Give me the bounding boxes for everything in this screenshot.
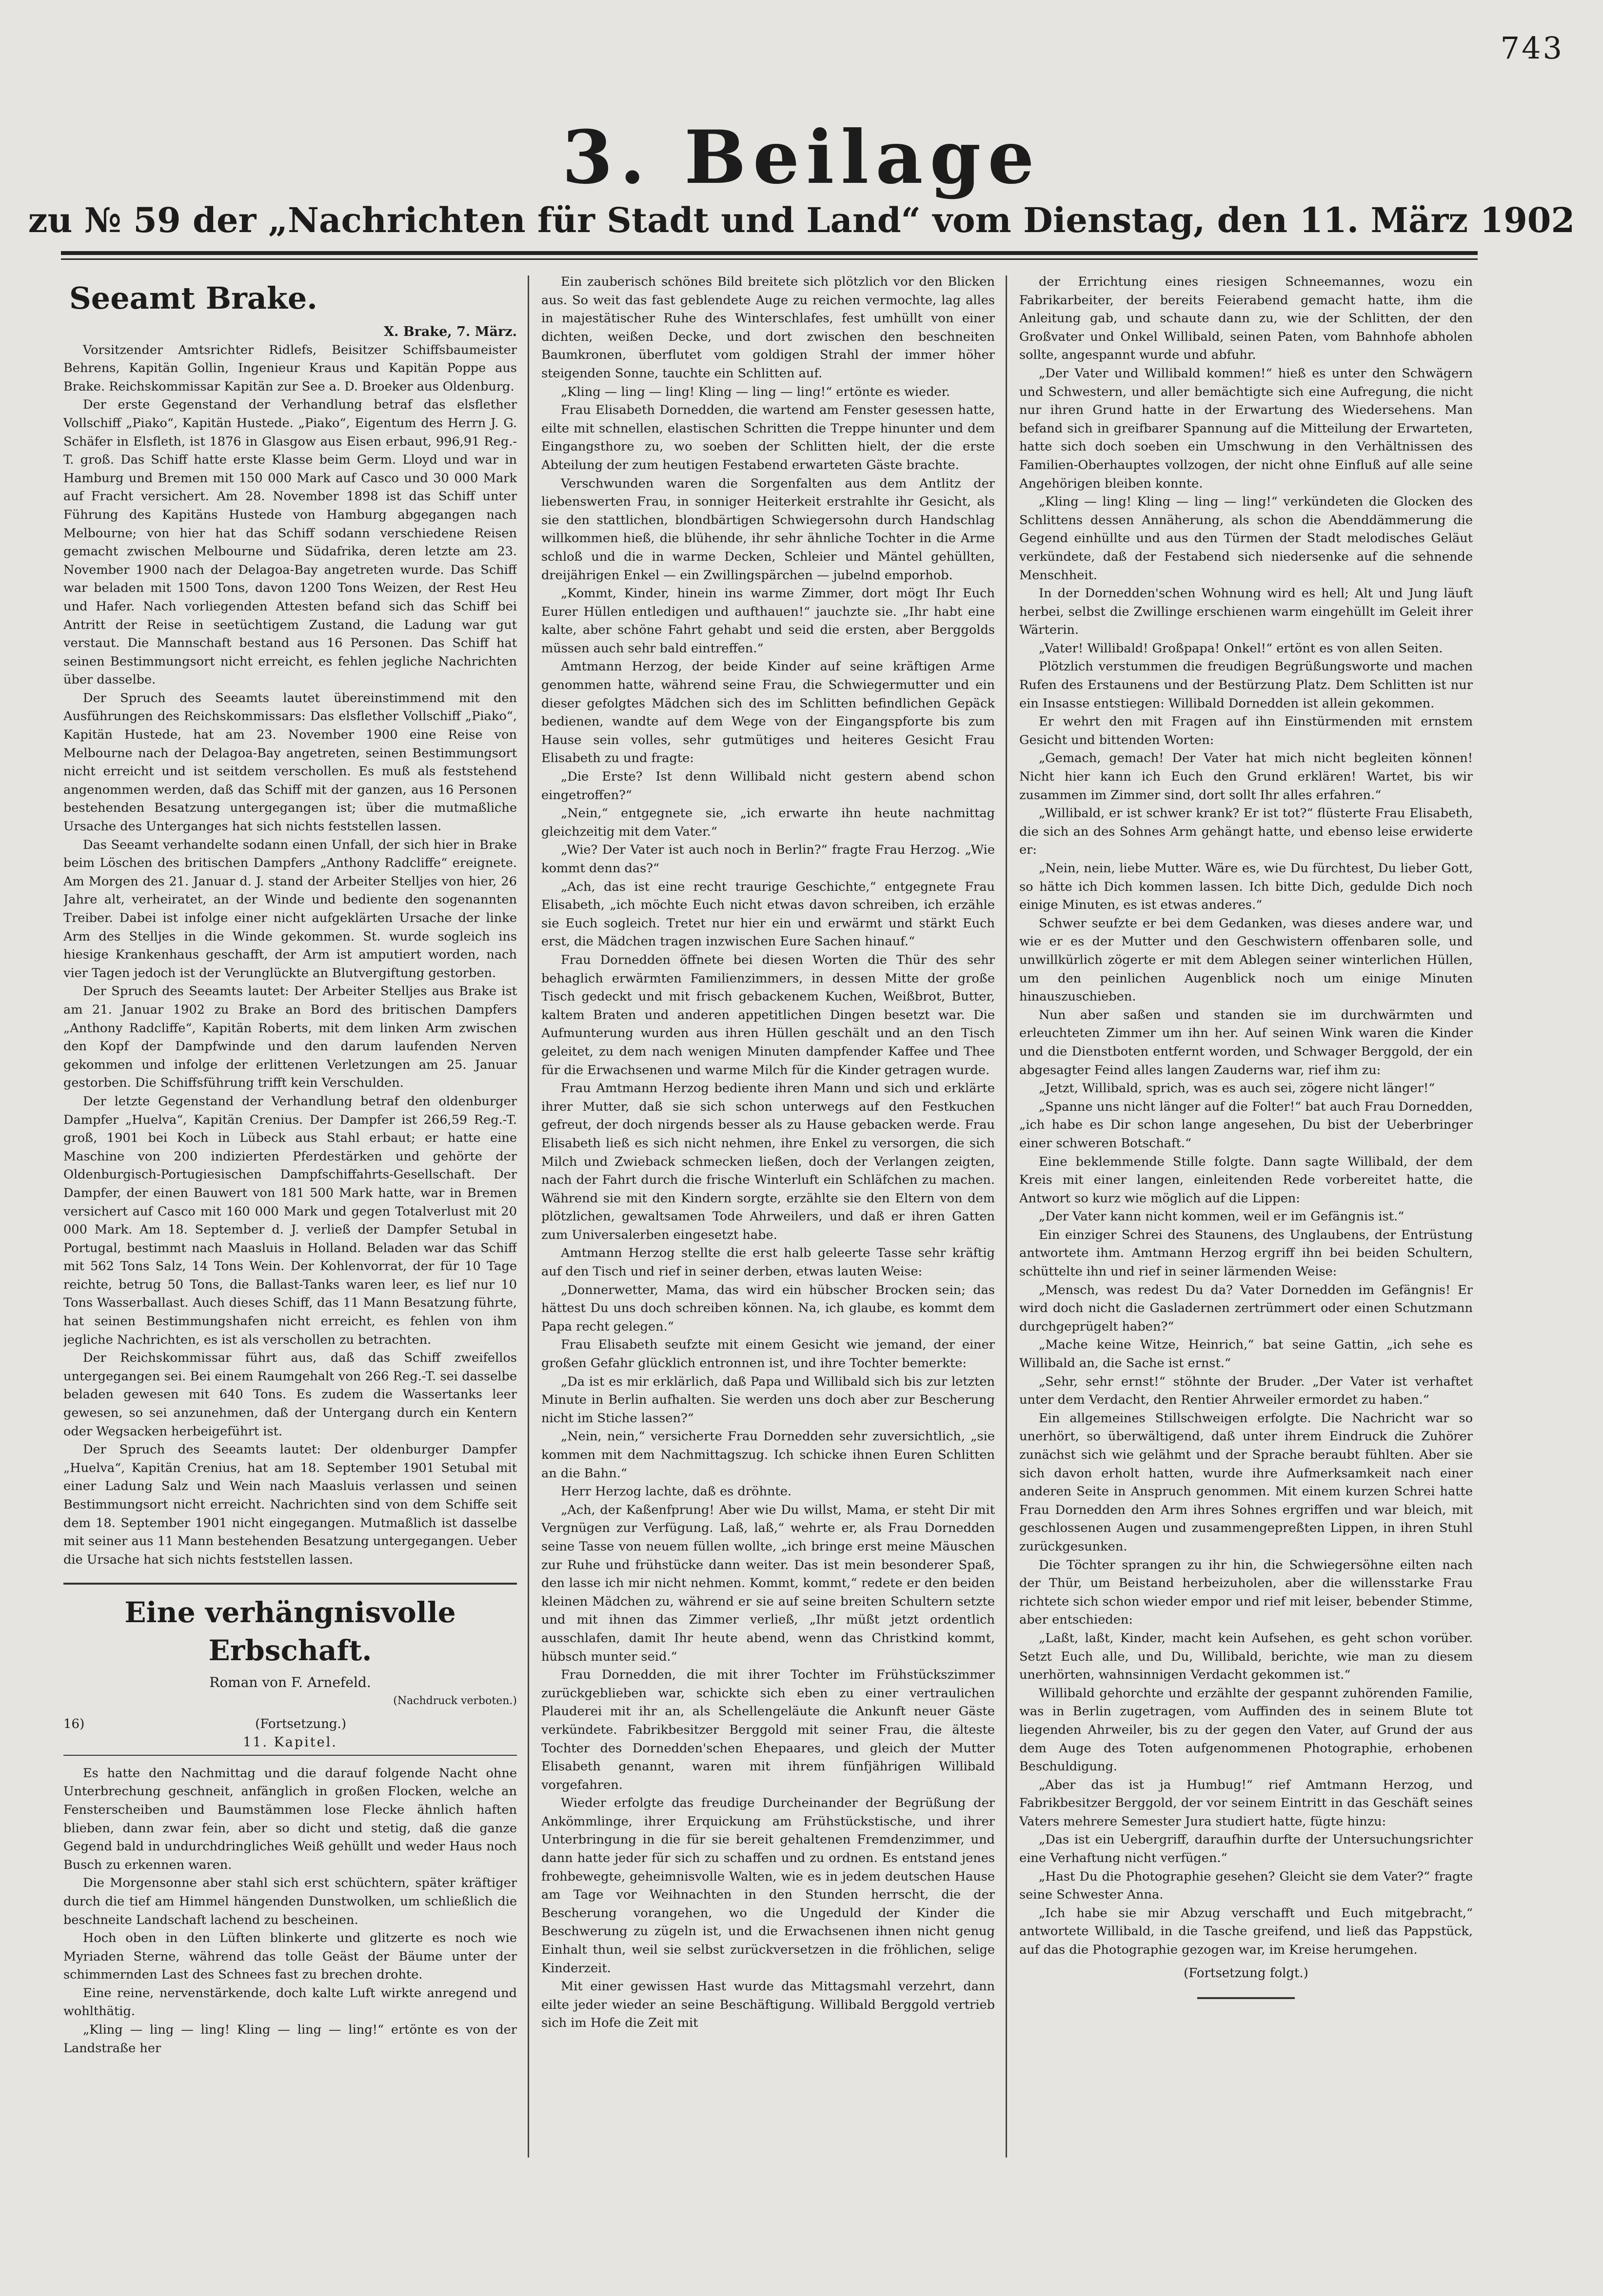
novel-paragraph: Schwer seufzte er bei dem Gedanken, was dieses andere war, und wie er es der Mutter und den Geschwistern offenbaren solle, und unwillkürlich zögerte er mit dem Ablegen seiner winterlichen Hüllen, um den peinlichen Augenblick noch um einige Minuten hinauszuschieben. bbox=[1019, 916, 1473, 1004]
novel-paragraph: Plötzlich verstummen die freudigen Begrüßungsworte und machen Rufen des Erstaunens und der Bestürzung Platz. Dem Schlitten ist nur ein Insasse entstiegen: Willibald Dornedden ist allein gekommen. bbox=[1019, 659, 1473, 711]
novel-paragraph: Eine beklemmende Stille folgte. Dann sagte Willibald, der dem Kreis mit einer langen, einleitenden Rede vorbereitet hatte, die Antwort so kurz wie möglich auf die Lippen: bbox=[1019, 1154, 1473, 1206]
header-rule-thin bbox=[61, 258, 1478, 260]
novel-paragraph: Verschwunden waren die Sorgenfalten aus dem Antlitz der liebenswerten Frau, in sonniger Heiterkeit erstrahlte ihr Gesicht, als sie den stattlichen, blondbärtigen Schwiegersohn durch Handschlag willkommen hieß, die blühende, ihr sehr ähnliche Tochter in die Arme schloß und die in warme Decken, Schleier und Mäntel gehüllten, dreijährigen Enkel — ein Zwillingspärchen — jubelnd emporhob. bbox=[541, 476, 995, 583]
page-number: 743 bbox=[1500, 30, 1564, 66]
column-3 bbox=[1019, 273, 1473, 2136]
chapter-heading: 11. Kapitel. bbox=[243, 1735, 337, 1750]
novel-paragraph: Ein einziger Schrei des Staunens, des Unglaubens, der Entrüstung antwortete ihm. Amtmann Herzog ergriff ihn bei beiden Schultern, schüttelte ihn und rief in seiner lärmenden Weise: bbox=[1019, 1227, 1473, 1279]
novel-byline: Roman von F. Arnefeld. bbox=[209, 1674, 371, 1691]
novel-paragraph: „Kommt, Kinder, hinein ins warme Zimmer, dort mögt Ihr Euch Eurer Hüllen entledigen und aufthauen!“ jauchzte sie. „Ihr habt eine kalte, aber schöne Fahrt gehabt und seid die ersten, aber Berggolds müssen auch sehr bald eintreffen.“ bbox=[541, 586, 995, 656]
column-1 bbox=[63, 273, 517, 2136]
continuation-mark: (Fortsetzung.) bbox=[255, 1716, 346, 1731]
column-2 bbox=[541, 273, 995, 2136]
novel-paragraph: „Kling — ling! Kling — ling — ling!“ verkündeten die Glocken des Schlittens dessen Annäherung, als schon die Abenddämmerung die Gegend einhüllte und aus den Türmen der Stadt melodisches Geläut verkündete, daß der Festabend sich niedersenke auf die sehnende Menschheit. bbox=[1019, 494, 1473, 583]
reprint-notice: (Nachdruck verboten.) bbox=[393, 1694, 517, 1707]
novel-paragraph: Frau Elisabeth seufzte mit einem Gesicht wie jemand, der einer großen Gefahr glücklich entronnen ist, und ihre Tochter bemerkte: bbox=[541, 1337, 995, 1371]
novel-paragraph: „Nein, nein, liebe Mutter. Wäre es, wie Du fürchtest, Du lieber Gott, so hätte ich Dich kommen lassen. Ich bitte Dich, gedulde Dich noch einige Minuten, es ist etwas anderes.“ bbox=[1019, 861, 1473, 913]
novel-paragraph: „Nein,“ entgegnete sie, „ich erwarte ihn heute nachmittag gleichzeitig mit dem Vater.“ bbox=[541, 806, 995, 839]
novel-paragraph: Willibald gehorchte und erzählte der gespannt zuhörenden Familie, was in Berlin zugetragen, vom Auffinden des in seinem Blute tot liegenden Ahrweiler, bis zu der gegen den Vater, auf Grund der aus dem Auge des Toten aufgenommenen Photographie, erhobenen Beschuldigung. bbox=[1019, 1686, 1473, 1774]
novel-paragraph: „Aber das ist ja Humbug!“ rief Amtmann Herzog, und Fabrikbesitzer Berggold, der vor seinem Eintritt in das Geschäft seines Vaters mehrere Semester Jura studiert hatte, fügte hinzu: bbox=[1019, 1777, 1473, 1829]
novel-paragraph: „Wie? Der Vater ist auch noch in Berlin?“ fragte Frau Herzog. „Wie kommt denn das?“ bbox=[541, 843, 995, 876]
installment-number: 16) bbox=[63, 1716, 85, 1731]
seeamt-paragraph: Der Spruch des Seeamts lautet: Der oldenburger Dampfer „Huelva“, Kapitän Crenius, hat am 18. September 1901 Setubal mit einer Ladung Salz und Wein nach Maasluis verlassen und seinen Bestimmungsort nicht erreicht. Nachrichten sind von dem Schiffe seit dem 18. September 1901 nicht eingegangen. Mutmaßlich ist dasselbe mit seiner aus 11 Mann bestehenden Besatzung untergegangen. Ueber die Ursache hat sich nichts feststellen lassen. bbox=[63, 1442, 517, 1567]
novel-paragraph: Herr Herzog lachte, daß es dröhnte. bbox=[561, 1484, 792, 1499]
supplement-subtitle: zu № 59 der „Nachrichten für Stadt und Land“ vom Dienstag, den 11. März 1902 bbox=[28, 200, 1575, 240]
novel-paragraph: „Hast Du die Photographie gesehen? Gleicht sie dem Vater?“ fragte seine Schwester Anna. bbox=[1019, 1869, 1473, 1903]
novel-paragraph: Die Morgensonne aber stahl sich erst schüchtern, später kräftiger durch die tief am Himmel hängenden Dunstwolken, um schließlich die beschneite Landschaft lachend zu bescheinen. bbox=[63, 1876, 517, 1927]
seeamt-article-body bbox=[63, 341, 517, 1570]
seeamt-paragraph: Das Seeamt verhandelte sodann einen Unfall, der sich hier in Brake beim Löschen des britischen Dampfers „Anthony Radcliffe“ ereignete. Am Morgen des 21. Januar d. J. stand der Arbeiter Stelljes von hier, 26 Jahre alt, verheiratet, an der Winde und bediente den sogenannten Treiber. Dabei ist infolge einer nicht aufgeklärten Ursache der linke Arm des Stelljes in die Winde gekommen. St. wurde sogleich ins hiesige Krankenhaus geschafft, der Arm ist amputiert worden, nach vier Tagen jedoch ist der Verunglückte an Blutvergiftung gestorben. bbox=[63, 837, 517, 981]
seeamt-paragraph: Der letzte Gegenstand der Verhandlung betraf den oldenburger Dampfer „Huelva“, Kapitän Crenius. Der Dampfer ist 266,59 Reg.-T. groß, 1901 bei Koch in Lübeck aus Stahl erbaut; er hatte eine Maschine von 200 indizierten Pferdestärken und gehörte der Oldenburgisch-Portugiesischen Dampfschiffahrts-Gesellschaft. Der Dampfer, der einen Bauwert von 181 500 Mark hatte, war in Bremen versichert auf Casco mit 160 000 Mark und gegen Totalverlust mit 20 000 Mark. Am 18. September d. J. verließ der Dampfer Setubal in Portugal, bestimmt nach Maasluis in Holland. Beladen war das Schiff mit 562 Tons Salz, 14 Tons Wein. Der Kohlenvorrat, der für 10 Tage reichte, betrug 50 Tons, die Ballast-Tanks waren leer, es lief nur 10 Tons Wasserballast. Auch dieses Schiff, das 11 Mann Besatzung führte, hat seinen Bestimmungshafen nicht erreicht, es fehlen von ihm jegliche Nachrichten, es ist als verschollen zu betrachten. bbox=[63, 1094, 517, 1347]
novel-paragraph: Amtmann Herzog, der beide Kinder auf seine kräftigen Arme genommen hatte, während seine Frau, die Schwiegermutter und ein dieser gefolgtes Mädchen sich des im Schlitten befindlichen Gepäck bedienen, wandte auf dem Wege von der Eingangspforte bis zum Hause sein volles, sehr gutmütiges und heiteres Gesicht Frau Elisabeth zu und fragte: bbox=[541, 659, 995, 766]
novel-paragraph: „Donnerwetter, Mama, das wird ein hübscher Brocken sein; das hättest Du uns doch schreiben können. Na, ich glaube, es kommt dem Papa recht gelegen.“ bbox=[541, 1282, 995, 1334]
novel-paragraph: Mit einer gewissen Hast wurde das Mittagsmahl verzehrt, dann eilte jeder wieder an seine Beschäftigung. Willibald Berggold vertrieb sich im Hofe die Zeit mit bbox=[541, 1979, 995, 2031]
column-divider-1 bbox=[528, 275, 529, 2158]
header-rule-thick bbox=[61, 251, 1478, 255]
novel-paragraph: „Jetzt, Willibald, sprich, was es auch sei, zögere nicht länger!“ bbox=[1039, 1081, 1435, 1096]
article-separator bbox=[63, 1583, 517, 1585]
novel-paragraph: der Errichtung eines riesigen Schneemannes, wozu ein Fabrikarbeiter, der bereits Feierabend gemacht hatte, ihm die Anleitung gab, und schaute dann zu, wie der Schlitten, der den Großvater und Onkel Willibald, seinen Paten, vom Bahnhofe abholen sollte, angespannt wurde und abfuhr. bbox=[1019, 275, 1473, 363]
seeamt-paragraph: Der Reichskommissar führt aus, daß das Schiff zweifellos untergegangen sei. Bei einem Raumgehalt von 266 Reg.-T. sei dasselbe beladen gewesen mit 640 Tons. Es zudem die Wassertanks leer gewesen, so sei anzunehmen, daß der Untergang durch ein Kentern oder Wegsacken herbeigeführt ist. bbox=[63, 1351, 517, 1439]
novel-paragraph: „Gemach, gemach! Der Vater hat mich nicht begleiten können! Nicht hier kann ich Euch den Grund erklären! Wartet, bis wir zusammen im Zimmer sind, dort sollt Ihr alles erfahren.“ bbox=[1019, 751, 1473, 803]
novel-paragraph: „Mache keine Witze, Heinrich,“ bat seine Gattin, „ich sehe es Willibald an, die Sache ist ernst.“ bbox=[1019, 1337, 1473, 1371]
seeamt-dateline: X. Brake, 7. März. bbox=[384, 324, 517, 339]
novel-paragraph: „Willibald, er ist schwer krank? Er ist tot?“ flüsterte Frau Elisabeth, die sich an des Sohnes Arm gehängt hatte, und ebenso leise erwiderte er: bbox=[1019, 806, 1473, 858]
novel-text-part-2 bbox=[541, 273, 995, 2033]
novel-paragraph: Es hatte den Nachmittag und die darauf folgende Nacht ohne Unterbrechung geschneit, anfänglich in großen Flocken, welche an Fensterscheiben und Baumstämmen lose Flecke ähnlich haften blieben, dann zwar fein, aber so dicht und stetig, daß die ganze Gegend bald in undurchdringliches Weiß gehüllt und weder Haus noch Busch zu erkennen waren. bbox=[63, 1766, 517, 1872]
novel-paragraph: Die Töchter sprangen zu ihr hin, die Schwiegersöhne eilten nach der Thür, um Beistand herbeizuholen, aber die willensstarke Frau richtete sich schon wieder empor und rief mit leiser, bebender Stimme, aber entschieden: bbox=[1019, 1557, 1473, 1628]
novel-paragraph: „Sehr, sehr ernst!“ stöhnte der Bruder. „Der Vater ist verhaftet unter dem Verdacht, den Rentier Ahrweiler ermordet zu haben.“ bbox=[1019, 1374, 1473, 1408]
novel-paragraph: „Mensch, was redest Du da? Vater Dornedden im Gefängnis! Er wird doch nicht die Gasladernen zertrümmert oder einen Schutzmann durchgeprügelt haben?“ bbox=[1019, 1282, 1473, 1334]
seeamt-paragraph: Der erste Gegenstand der Verhandlung betraf das elsflether Vollschiff „Piako“, Kapitän Hustede. „Piako“, Eigentum des Herrn J. G. Schäfer in Elsfleth, ist 1876 in Glasgow aus Eisen erbaut, 996,91 Reg.-T. groß. Das Schiff hatte erste Klasse beim Germ. Lloyd und war in Hamburg und Bremen mit 150 000 Mark auf Casco und 30 000 Mark auf Fracht versichert. Am 28. November 1898 ist das Schiff unter Führung des Kapitäns Hustede von Hamburg abgegangen nach Melbourne; von hier hat das Schiff sodann verschiedene Reisen gemacht zwischen Melbourne und Südafrika, deren letzte am 23. November 1900 nach der Delagoa-Bay angetreten wurde. Das Schiff war beladen mit 1500 Tons, davon 1200 Tons Weizen, der Rest Heu und Hafer. Nach vorliegenden Attesten befand sich das Schiff bei Antritt der Reise in seetüchtigem Zustand, die Ladung war gut verstaut. Die Mannschaft bestand aus 16 Personen. Das Schiff hat seinen Bestimmungsort nicht erreicht, es fehlen jegliche Nachrichten über dasselbe. bbox=[63, 397, 517, 687]
novel-paragraph: „Spanne uns nicht länger auf die Folter!“ bat auch Frau Dornedden, „ich habe es Dir schon lange angesehen, Du bist der Ueberbringer einer schweren Botschaft.“ bbox=[1019, 1099, 1473, 1151]
novel-paragraph: „Nein, nein,“ versicherte Frau Dornedden sehr zuversichtlich, „sie kommen mit dem Nachmittagszug. Ich schicke ihnen Euren Schlitten an die Bahn.“ bbox=[541, 1429, 995, 1481]
novel-paragraph: „Der Vater und Willibald kommen!“ hieß es unter den Schwägern und Schwestern, und aller bemächtigte sich eine Aufregung, die nicht nur ihren Grund hatte in der Erwartung des Wiedersehens. Man befand sich in greifbarer Spannung auf die Mitteilung der Erwarteten, hatte sich doch soeben ein Umschwung in den Verhältnissen des Familien-Oberhauptes vollzogen, der nicht ohne Einfluß auf alle seine Angehörigen bleiben konnte. bbox=[1019, 366, 1473, 491]
novel-paragraph: In der Dornedden'schen Wohnung wird es hell; Alt und Jung läuft herbei, selbst die Zwillinge erschienen warm eingehüllt im Geleit ihrer Wärterin. bbox=[1019, 586, 1473, 638]
chapter-rule bbox=[63, 1755, 517, 1756]
novel-paragraph: Frau Amtmann Herzog bediente ihren Mann und sich und erklärte ihrer Mutter, daß sie sich schon unterwegs auf den Festkuchen gefreut, der doch nirgends besser als zu Hause gebacken werde. Frau Elisabeth ließ es sich nicht nehmen, ihre Enkel zu versorgen, die sich Milch und Zwieback schmecken ließen, doch der Verlangen zeigten, nach der Fahrt durch die frische Winterluft ein Schläfchen zu machen. Während sie mit den Kindern sorgte, erzählte sie den Eltern von dem plötzlichen, gewaltsamen Tode Ahrweilers, und daß er ihren Gatten zum Universalerben eingesetzt habe. bbox=[541, 1081, 995, 1242]
seeamt-paragraph: Der Spruch des Seeamts lautet: Der Arbeiter Stelljes aus Brake ist am 21. Januar 1902 zu Brake an Bord des britischen Dampfers „Anthony Radcliffe“, Kapitän Roberts, mit dem linken Arm zwischen den Kopf der Dampfwinde und den darum laufenden Nerven gekommen und infolge der erlittenen Verletzungen am 25. Januar gestorben. Die Schiffsführung trifft kein Verschulden. bbox=[63, 984, 517, 1091]
novel-paragraph: Ein zauberisch schönes Bild breitete sich plötzlich vor den Blicken aus. So weit das fast geblendete Auge zu reichen vermochte, lag alles in majestätischer Ruhe des Winterschlafes, fest umhüllt von einer dichten, weißen Decke, und dort zwischen den beschneiten Baumkronen, überflutet vom goldigen Strahl der immer höher steigenden Sonne, tauchte ein Schlitten auf. bbox=[541, 275, 995, 381]
novel-paragraph: Eine reine, nervenstärkende, doch kalte Luft wirkte anregend und wohlthätig. bbox=[63, 1985, 517, 2019]
novel-paragraph: Ein allgemeines Stillschweigen erfolgte. Die Nachricht war so unerhört, so überwältigend, daß unter ihrem Eindruck die Zuhörer zunächst sich wie gelähmt und der Sprache beraubt fühlten. Aber sie sich davon erholt hatten, wurde ihre Aufmerksamkeit nach einer anderen Seite in Anspruch genommen. Mit einem kurzen Schrei hatte Frau Dornedden den Arm ihres Sohnes ergriffen und war bleich, mit geschlossenen Augen und zusammengepreßten Lippen, in ihren Stuhl zurückgesunken. bbox=[1019, 1411, 1473, 1554]
seeamt-paragraph: Der Spruch des Seeamts lautet übereinstimmend mit den Ausführungen des Reichskommissars: Das elsflether Vollschiff „Piako“, Kapitän Hustede, hat am 23. November 1900 eine Reise von Melbourne nach der Delagoa-Bay angetreten, seinen Bestimmungsort nicht erreicht und ist seitdem verschollen. Es muß als feststehend angenommen werden, daß das Schiff mit der ganzen, aus 16 Personen bestehenden Besatzung untergegangen ist; über die mutmaßliche Ursache des Unterganges hat sich nichts feststellen lassen. bbox=[63, 690, 517, 834]
installment-row bbox=[63, 1715, 517, 1734]
novel-paragraph: „Ach, das ist eine recht traurige Geschichte,“ entgegnete Frau Elisabeth, „ich möchte Euch nicht etwas davon schreiben, ich erzähle sie Euch sogleich. Tretet nur hier ein und erwärmt und stärkt Euch erst, die Mädchen tragen inzwischen Eure Sachen hinauf.“ bbox=[541, 879, 995, 949]
novel-paragraph: „Laßt, laßt, Kinder, macht kein Aufsehen, es geht schon vorüber. Setzt Euch alle, und Du, Willibald, berichte, wie man zu diesem unerhörten, wahnsinnigen Verdacht gekommen ist.“ bbox=[1019, 1630, 1473, 1683]
novel-title: Eine verhängnisvolle Erbschaft. bbox=[124, 1596, 456, 1668]
novel-paragraph: Amtmann Herzog stellte die erst halb geleerte Tasse sehr kräftig auf den Tisch und rief in seiner derben, etwas lauten Weise: bbox=[541, 1246, 995, 1279]
seeamt-heading: Seeamt Brake. bbox=[69, 280, 317, 316]
novel-paragraph: Frau Elisabeth Dornedden, die wartend am Fenster gesessen hatte, eilte mit schnellen, elastischen Schritten die Treppe hinunter und dem Eingangsthore zu, wo soeben der Schlitten hielt, der die erste Abteilung der zum heutigen Festabend erwarteten Gäste brachte. bbox=[541, 403, 995, 472]
novel-text-part-1 bbox=[63, 1765, 517, 2058]
end-rule bbox=[1197, 1997, 1295, 1999]
novel-paragraph: „Ich habe sie mir Abzug verschafft und Euch mitgebracht,“ antwortete Willibald, in die Tasche greifend, und ließ das Pappstück, auf das die Photographie gezogen war, im Kreise herumgehen. bbox=[1019, 1905, 1473, 1958]
novel-paragraph: Frau Dornedden öffnete bei diesen Worten die Thür des sehr behaglich erwärmten Familienzimmers, in dessen Mitte der große Tisch gedeckt und mit frisch gebackenem Kuchen, Weißbrot, Butter, kaltem Braten und anderen appetitlichen Dingen besetzt war. Die Aufmunterung wurden aus ihren Hüllen geschält und an den Tisch geleitet, zu dem nach wenigen Minuten dampfender Kaffee und Thee für die Erwachsenen und warme Milch für die Kinder getragen wurde. bbox=[541, 952, 995, 1078]
novel-paragraph: „Da ist es mir erklärlich, daß Papa und Willibald sich bis zur letzten Minute in Berlin aufhalten. Sie werden uns doch aber zur Bescherung nicht im Stiche lassen?“ bbox=[541, 1374, 995, 1426]
to-be-continued: (Fortsetzung folgt.) bbox=[1184, 1965, 1308, 1981]
column-divider-2 bbox=[1006, 275, 1007, 2158]
novel-paragraph: „Die Erste? Ist denn Willibald nicht gestern abend schon eingetroffen?“ bbox=[541, 769, 995, 803]
novel-paragraph: Hoch oben in den Lüften blinkerte und glitzerte es noch wie Myriaden Sterne, während das tolle Geäst der Bäume unter der schimmernden Last des Schnees fast zu brechen drohte. bbox=[63, 1931, 517, 1982]
novel-paragraph: „Kling — ling — ling! Kling — ling — ling!“ ertönte es wieder. bbox=[561, 384, 950, 399]
seeamt-paragraph: Vorsitzender Amtsrichter Ridlefs, Beisitzer Schiffsbaumeister Behrens, Kapitän Gollin, Ingenieur Kraus und Kapitän Poppe aus Brake. Reichskommissar Kapitän zur See a. D. Broeker aus Oldenburg. bbox=[63, 342, 517, 394]
novel-paragraph: „Kling — ling — ling! Kling — ling — ling!“ ertönte es von der Landstraße her bbox=[63, 2022, 517, 2056]
novel-paragraph: „Der Vater kann nicht kommen, weil er im Gefängnis ist.“ bbox=[1039, 1209, 1405, 1224]
novel-paragraph: „Vater! Willibald! Großpapa! Onkel!“ ertönt es von allen Seiten. bbox=[1039, 641, 1443, 656]
novel-paragraph: „Das ist ein Uebergriff, daraufhin durfte der Untersuchungsrichter eine Verhaftung nicht verfügen.“ bbox=[1019, 1832, 1473, 1866]
novel-paragraph: Wieder erfolgte das freudige Durcheinander der Begrüßung der Ankömmlinge, ihrer Erquickung am Frühstückstische, und ihrer Unterbringung in die für sie bereit gehaltenen Fremdenzimmer, und dann hatte jeder für sich zu schaffen und zu ordnen. Es entstand jenes frohbewegte, geheimnisvolle Walten, wie es in jedem deutschen Hause am Tage vor Weihnachten in den Stunden herrscht, die der Bescherung vorangehen, wo die Ungeduld der Kinder die Beschwerung zu zügeln ist, und die Erwachsenen ihnen nicht genug Einhalt thun, weil sie selbst zurückversetzen in die fröhlichen, selige Kinderzeit. bbox=[541, 1796, 995, 1976]
supplement-title: 3. Beilage bbox=[562, 115, 1041, 200]
novel-text-part-3 bbox=[1019, 273, 1473, 1960]
novel-paragraph: Nun aber saßen und standen sie im durchwärmten und erleuchteten Zimmer um ihn her. Auf seinen Wink waren die Kinder und die Dienstboten entfernt worden, und Schwager Berggold, der ein abgesagter Feind alles langen Zauderns war, rief ihm zu: bbox=[1019, 1007, 1473, 1078]
novel-paragraph: Er wehrt den mit Fragen auf ihn Einstürmenden mit ernstem Gesicht und bittenden Worten: bbox=[1019, 714, 1473, 747]
novel-paragraph: „Ach, der Kaßenfprung! Aber wie Du willst, Mama, er steht Dir mit Vergnügen zur Verfügung. Laß, laß,“ wehrte er, als Frau Dornedden seine Tasse von neuem füllen wollte, „ich bringe erst meine Mäuschen zur Ruhe und frühstücke dann weiter. Das ist mein besonderer Spaß, den lasse ich mir nicht nehmen. Kommt, kommt,“ redete er den beiden kleinen Mädchen zu, während er sie auf seine breiten Schultern setzte und mit ihnen das Zimmer verließ, „Ihr müßt jetzt ordentlich ausschlafen, damit Ihr heute abend, wenn das Christkind kommt, hübsch munter seid.“ bbox=[541, 1502, 995, 1664]
novel-paragraph: Frau Dornedden, die mit ihrer Tochter im Frühstückszimmer zurückgeblieben war, schickte sich eben zu einer vertraulichen Plauderei mit ihr an, als Schellengeläute die Ankunft neuer Gäste verkündete. Fabrikbesitzer Berggold mit seiner Frau, die älteste Tochter des Dornedden'schen Ehepaares, und gleich der Mutter Elisabeth genannt, waren mit ihrem fünfjährigen Willibald vorgefahren. bbox=[541, 1668, 995, 1792]
